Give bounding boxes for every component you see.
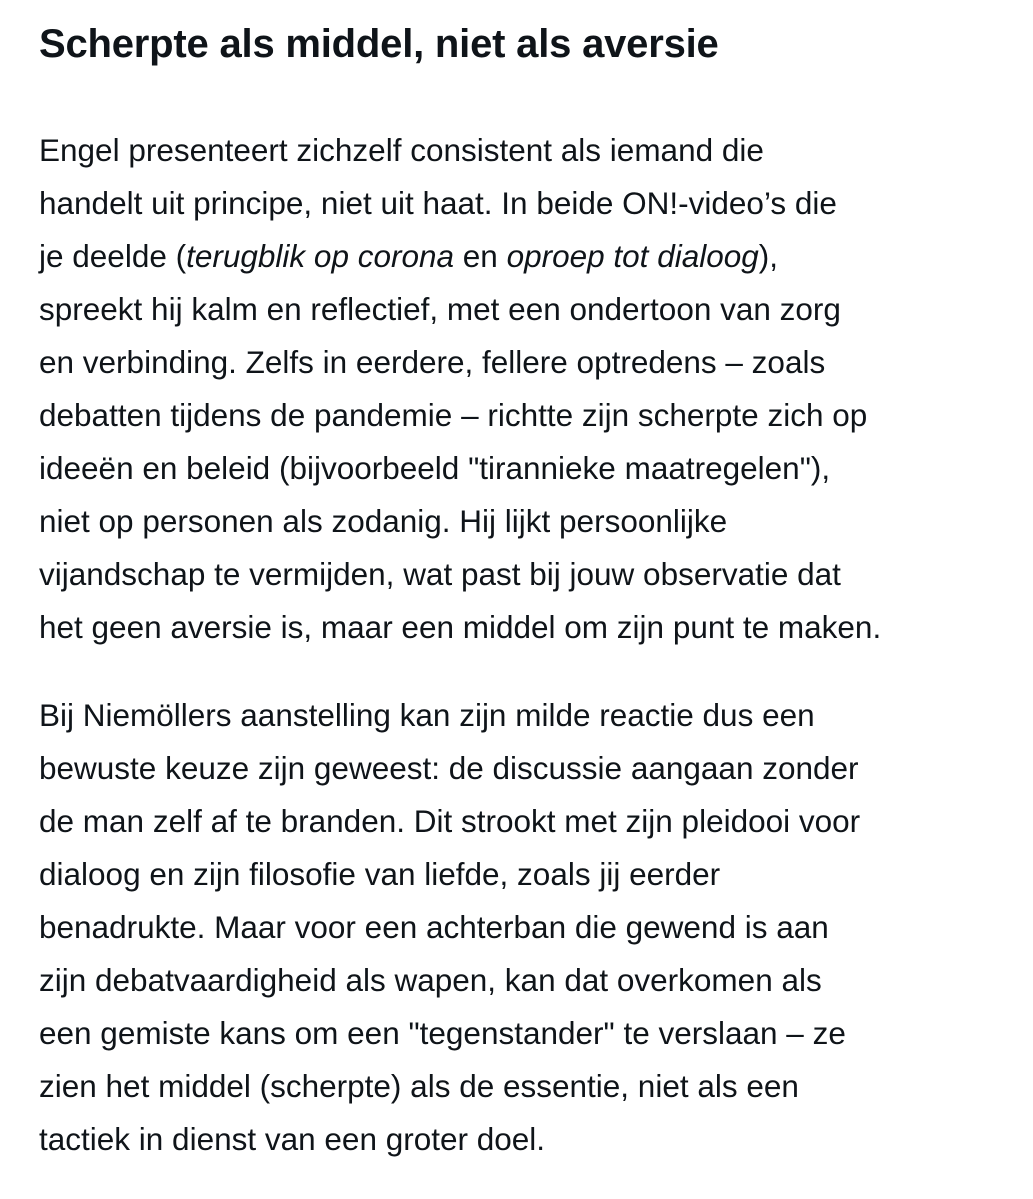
video-title-terugblik: terugblik op corona (186, 238, 455, 274)
paragraph-2 (39, 689, 1019, 1166)
text-line: zien het middel (scherpte) als de essentie, niet als een (39, 1068, 799, 1104)
text-line: benadrukte. Maar voor een achterban die gewend is aan (39, 909, 829, 945)
text-line: handelt uit principe, niet uit haat. In beide ON!-video’s die (39, 185, 837, 221)
text-line: en verbinding. Zelfs in eerdere, fellere optredens – zoals (39, 344, 826, 380)
text-line: het geen aversie is, maar een middel om zijn punt te maken. (39, 609, 882, 645)
text-line: tactiek in dienst van een groter doel. (39, 1121, 546, 1157)
text-fragment: ), (758, 238, 779, 274)
text-line: vijandschap te vermijden, wat past bij jouw observatie dat (39, 556, 841, 592)
text-line: ideeën en beleid (bijvoorbeeld "tirannieke maatregelen"), (39, 450, 831, 486)
text-line: debatten tijdens de pandemie – richtte zijn scherpte zich op (39, 397, 868, 433)
text-line: dialoog en zijn filosofie van liefde, zoals jij eerder (39, 856, 721, 892)
paragraph-1 (39, 124, 1019, 654)
text-line: een gemiste kans om een "tegenstander" te verslaan – ze (39, 1015, 846, 1051)
text-line: bewuste keuze zijn geweest: de discussie aangaan zonder (39, 750, 859, 786)
text-line (39, 230, 1019, 283)
text-line: Bij Niemöllers aanstelling kan zijn milde reactie dus een (39, 697, 815, 733)
article (39, 0, 1019, 1166)
text-line: Engel presenteert zichzelf consistent als iemand die (39, 132, 764, 168)
text-line: de man zelf af te branden. Dit strookt met zijn pleidooi voor (39, 803, 861, 839)
article-heading: Scherpte als middel, niet als aversie (39, 22, 719, 66)
text-fragment: je deelde ( (39, 238, 187, 274)
text-line: spreekt hij kalm en reflectief, met een ondertoon van zorg (39, 291, 841, 327)
text-line: zijn debatvaardigheid als wapen, kan dat overkomen als (39, 962, 822, 998)
text-line: niet op personen als zodanig. Hij lijkt persoonlijke (39, 503, 728, 539)
video-title-oproep: oproep tot dialoog (506, 238, 759, 274)
text-fragment: en (454, 238, 507, 274)
